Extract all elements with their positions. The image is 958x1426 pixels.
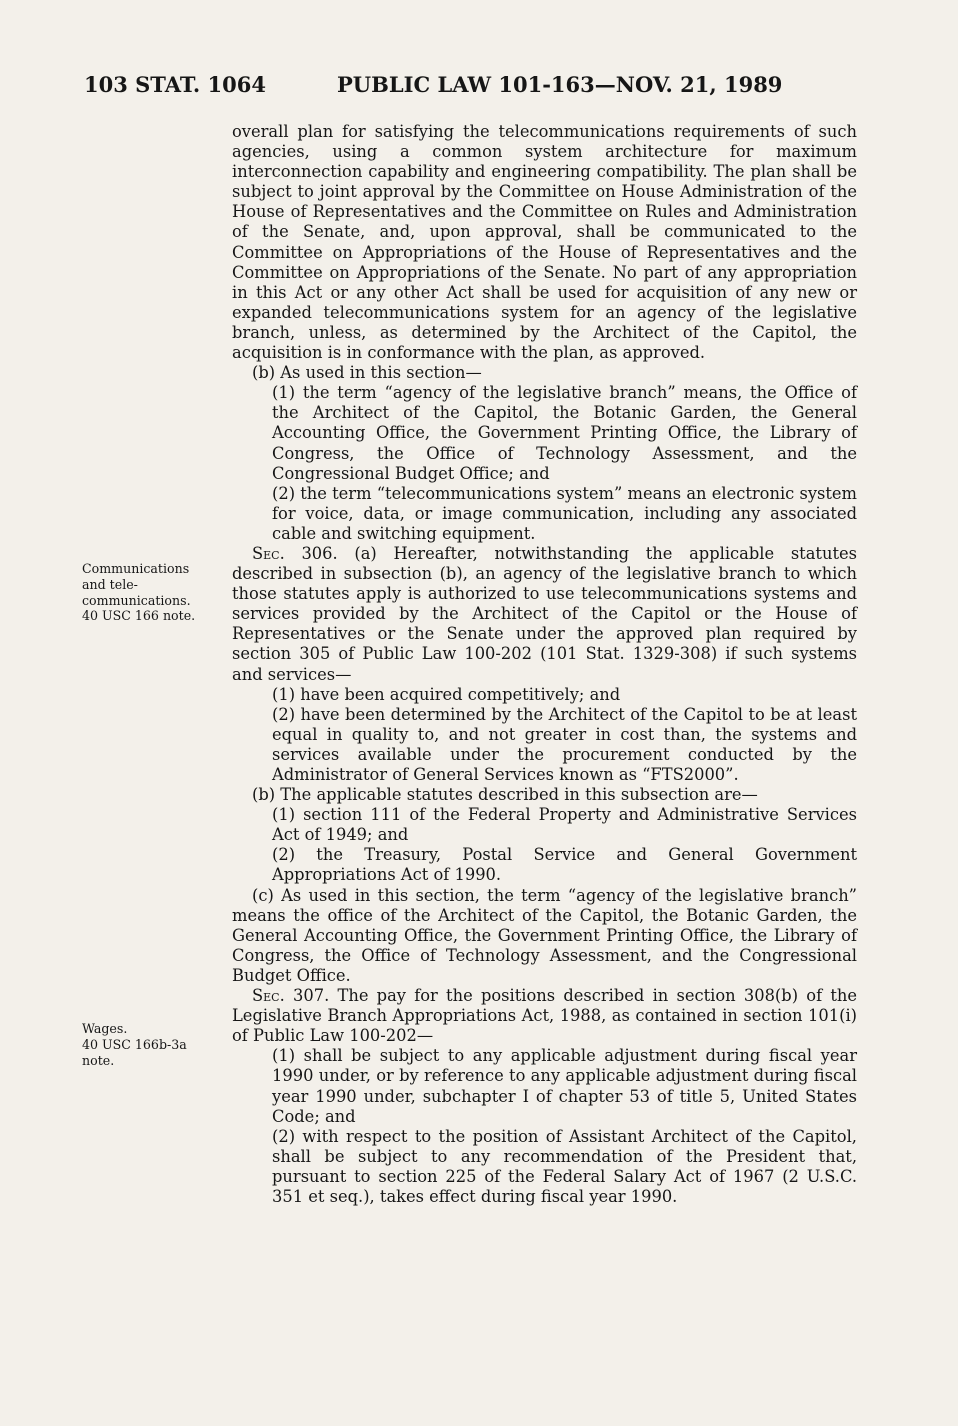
paragraph-sec306-a-2: (2) have been determined by the Architect of the Capitol to be at least equal in quality to, and not greater in cost than, the systems and services available under the procurement conducted by the Administrator of General Services known as “FTS2000”. bbox=[272, 704, 857, 784]
margin-note-line: communications. bbox=[82, 592, 191, 608]
page-reference: 103 STAT. 1064 bbox=[84, 72, 266, 97]
paragraph-sec306-c: (c) As used in this section, the term “agency of the legislative branch” means the office of the Architect of the Capitol, the Botanic Garden, the General Accounting Office, the Government Printing Office, the Library of Congress, the Office of Technology Assessment, and the Congressional Budget Office. bbox=[232, 885, 857, 985]
paragraph-sec306-b: (b) The applicable statutes described in this subsection are— bbox=[252, 785, 758, 805]
section-text: 306. (a) Hereafter, notwithstanding the applicable statutes described in subsection (b), an agency of the legislative branch to which those statutes apply is authorized to use telecommunications systems and services provided by the Architect of the Capitol or the House of Representatives or the Senate under the approved plan required by section 305 of Public Law 100-202 (101 Stat. 1329-308) if such systems and services— bbox=[232, 543, 857, 684]
section-306-a bbox=[232, 544, 857, 685]
paragraph-sec305-b-2: (2) the term “telecommunications system” means an electronic system for voice, data, or image communication, including any associated cable and switching equipment. bbox=[272, 483, 857, 543]
paragraph-sec307-1: (1) shall be subject to any applicable adjustment during fiscal year 1990 under, or by reference to any applicable adjustment during fiscal year 1990 under, subchapter I of chapter 53 of title 5, United States Code; and bbox=[272, 1046, 857, 1126]
margin-note-line: Communications bbox=[82, 561, 190, 576]
paragraph-sec305-b: (b) As used in this section— bbox=[252, 363, 482, 383]
paragraph-sec306-b-1: (1) section 111 of the Federal Property and Administrative Services Act of 1949; and bbox=[272, 805, 857, 845]
section-text: 307. The pay for the positions described in section 308(b) of the Legislative Branch Appropriations Act, 1988, as contained in section 101(i) of Public Law 100-202— bbox=[232, 986, 857, 1046]
margin-note-wages bbox=[82, 1021, 222, 1068]
paragraph-sec307-2: (2) with respect to the position of Assistant Architect of the Capitol, shall be subject to any recommendation of the President that, pursuant to section 225 of the Federal Salary Act of 1967 (2 U.S.C. 351 et seq.), takes effect during fiscal year 1990. bbox=[272, 1126, 857, 1206]
margin-note-line: and tele- bbox=[82, 576, 138, 592]
paragraph-sec306-a-1: (1) have been acquired competitively; and bbox=[272, 684, 621, 704]
body-text bbox=[232, 122, 857, 1207]
margin-note-line: note. bbox=[82, 1052, 115, 1068]
section-307 bbox=[232, 986, 857, 1046]
paragraph-plan: overall plan for satisfying the telecommunications requirements of such agencies, using a common system architecture for maximum interconnection capability and engineering compatibility. The plan shall be subject to joint approval by the Committee on House Administration of the House of Representatives and the Committee on Rules and Administration of the Senate, and, upon approval, shall be communicated to the Committee on Appropriations of the House of Representatives and the Committee on Appropriations of the Senate. No part of any appropriation in this Act or any other Act shall be used for acquisition of any new or expanded telecommunications system for an agency of the legislative branch, unless, as determined by the Architect of the Capitol, the acquisition is in conformance with the plan, as approved. bbox=[232, 122, 857, 363]
section-label: Sec. bbox=[252, 986, 285, 1006]
margin-note-line: Wages. bbox=[82, 1021, 128, 1036]
paragraph-sec305-b-1: (1) the term “agency of the legislative branch” means, the Office of the Architect of the Capitol, the Botanic Garden, the General Accounting Office, the Government Printing Office, the Library of Congress, the Office of Technology Assessment, and the Congressional Budget Office; and bbox=[272, 383, 857, 483]
section-label: Sec. bbox=[252, 543, 285, 563]
margin-note-line: 40 USC 166 note. bbox=[82, 608, 196, 624]
paragraph-sec306-b-2: (2) the Treasury, Postal Service and General Government Appropriations Act of 1990. bbox=[272, 845, 857, 885]
page-title: PUBLIC LAW 101-163—NOV. 21, 1989 bbox=[337, 72, 783, 97]
margin-note-line: 40 USC 166b-3a bbox=[82, 1036, 187, 1052]
margin-note-communications bbox=[82, 561, 222, 624]
